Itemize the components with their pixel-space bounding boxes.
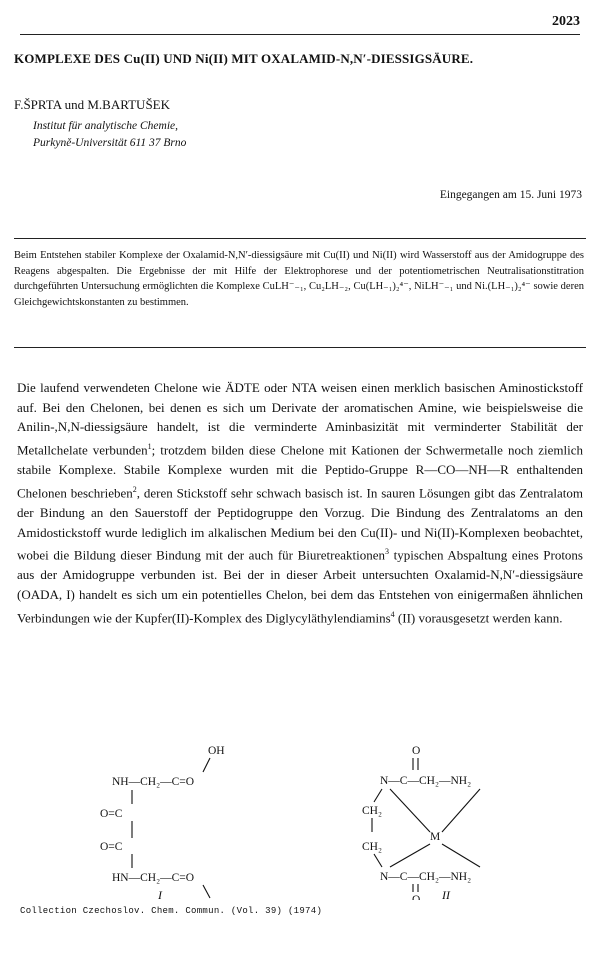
authors: F.ŠPRTA und M.BARTUŠEK [14, 97, 171, 112]
structure-II-ch2-upper: CH₂ [362, 805, 382, 817]
abstract-rule-bottom [14, 347, 586, 348]
reference-3: 3 [385, 547, 389, 557]
structure-II-o-top: O [412, 745, 421, 757]
structure-I-nh-row: NH—CH₂—C=O [112, 776, 195, 788]
structure-I-hn-row: HN—CH₂—C=O [112, 872, 195, 884]
body-text-part-3: , deren Stickstoff sehr schwach basisch ist. In sauren Lösungen gibt das Zentralatom der Bindung an den Sauerstoff der Peptidogruppe den Vorzug. Die Bindung des Zentralatoms an den Amidostickstoff wurde lediglich im alkalischen Medium bei den Cu(II)- und Ni(II)-Komplexen beobachtet, wobei die Bildung dieser Bindung mit der auch für Biuretreaktionen [17, 485, 584, 563]
structure-I-label: I [158, 888, 162, 902]
structure-I-bond-oh-top [203, 758, 210, 772]
header-rule [20, 34, 580, 35]
body-text-part-4: typischen Abspaltung eines Protons aus der Amidogruppe verbunden ist. Bei der in dieser Arbeit untersuchten Oxalamid-N,N′-diessigsäure (OADA, I) handelt es sich um ein potentielles Chelon, bei dem das Entstehen von einigermaßen ähnlichen Verbindungen wie der Kupfer(II)-Komplex des Diglycyläthylendiamins [17, 547, 583, 626]
structure-II-bond-n-m [390, 789, 430, 832]
journal-footer: Collection Czechoslov. Chem. Commun. (Vol. 39) (1974) [20, 906, 323, 916]
structure-II-top-row: N—C—CH₂—NH₂ [380, 775, 472, 787]
body-text-part-5: (II) vorausgesetzt werden kann. [394, 610, 563, 626]
affiliation-line-1: Institut für analytische Chemie, [33, 120, 179, 132]
structure-II-bond-ch2-n [374, 854, 382, 867]
structure-I-oc-lower: O=C [100, 841, 123, 853]
structure-I-bond-oh-bottom [203, 885, 210, 898]
structure-II-bond-m-n [390, 844, 430, 867]
article-title: KOMPLEXE DES Cu(II) UND Ni(II) MIT OXALAMID-N,N′-DIESSIGSÄURE. [14, 51, 474, 66]
structure-II-metal: M [430, 831, 441, 843]
structure-figure [60, 740, 540, 905]
abstract-rule-top [14, 238, 586, 239]
reference-1: 1 [147, 442, 152, 452]
structure-II-bond-nh2-m [442, 789, 480, 832]
affiliation [33, 118, 186, 152]
body-text-part-2: ; trotzdem bilden diese Chelone mit Kationen der Schwermetalle noch ziemlich stabile Komplexe. Stabile Komplexe wurden mit die Peptido-Gruppe R—CO—NH—R enthaltenden Chelonen beschrieben [17, 442, 583, 501]
body-text-part-1: Die laufend verwendeten Chelone wie ÄDTE oder NTA weisen einen merklich basischen Aminostickstoff auf. Bei den Chelonen, bei denen es sich um Derivate der aromatischen Amine, wie beispielsweise die Anilin-,N,N-diessigsäure handelt, ist die verminderte Aminbasizität mit verminderter Stabilität der Metallchelate verbunden [17, 380, 583, 458]
structure-I-oc-upper: O=C [100, 808, 123, 820]
structure-II [362, 745, 480, 900]
body-paragraph [17, 378, 583, 628]
structure-I-oh-top: OH [208, 745, 225, 757]
structure-II-bottom-row: N—C—CH₂—NH₂ [380, 871, 472, 883]
reference-2: 2 [132, 484, 137, 494]
page-number: 2023 [552, 14, 580, 29]
received-date: Eingegangen am 15. Juni 1973 [439, 189, 582, 201]
structure-II-bond-m-nh2 [442, 844, 480, 867]
body-text [17, 378, 583, 628]
structure-I [100, 745, 225, 898]
structure-II-label: II [442, 888, 450, 902]
structure-II-o-bottom: O [412, 894, 421, 900]
structure-II-ch2-lower: CH₂ [362, 841, 382, 853]
structure-svg [60, 740, 540, 900]
reference-4: 4 [390, 609, 395, 619]
structure-II-bond-n-ch2 [374, 789, 382, 802]
abstract: Beim Entstehen stabiler Komplexe der Oxalamid-N,N′-diessigsäure mit Cu(II) und Ni(II) wird Wasserstoff aus der Amidogruppe des Reagens abgespalten. Die Ergebnisse der mit Hilfe der Elektrophorese und der potentiometrischen Neutralisationstitration durchgeführten Untersuchung ermöglichten die Komplexe CuLH⁻₋₁, Cu₂LH₋₂, Cu(LH₋₁)₂⁴⁻, NiLH⁻₋₁ und Ni.(LH₋₁)₂⁴⁻ sowie deren Gleichgewichtskonstanten zu bestimmen. [14, 250, 584, 308]
affiliation-line-2: Purkyně-Universität 611 37 Brno [33, 137, 187, 149]
